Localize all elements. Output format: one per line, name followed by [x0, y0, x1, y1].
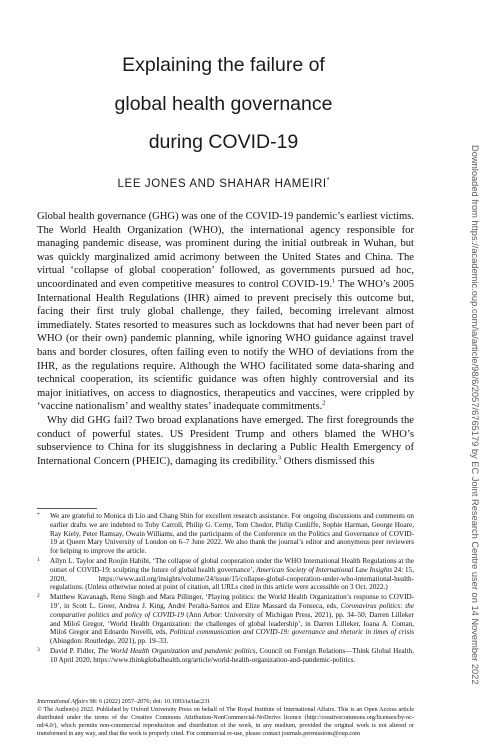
paragraph: Global health governance (GHG) was one of the COVID-19 pandemic’s earliest victims. The World Health Organization (WHO), the international agency responsible for managing pandemic disease, was prominent during the initial outbreak in Wuhan, but was quickly marginalized amid acrimony between the United States and China. The virtual ‘collapse of global cooperation’ followed, as governments pursued ad hoc, uncoordinated and even competitive measures to control COVID-19.$^1$ The WHO’s 2005 International Health Regulations (IHR) aimed to prevent precisely this outcome but, facing their first truly global challenge, they failed, becoming irrelevant almost immediately. States resorted to measures such as lockdowns that had never been part of WHO (or their own) pandemic planning, while ignoring WHO guidance against travel bans and border closures, often failing even to notify the WHO of deviations from the IHR, as the regulations require. Although the WHO facilitated some data-sharing and technical cooperation, its scientific guidance was often highly controversial and its major initiatives, on access to diagnostics, therapeutics and vaccines, were crippled by ‘vaccine nationalism’ and wealthy states’ inadequate commitments.$^2$ [37, 211, 415, 413]
footnote-text: Allyn L. Taylor and Roojin Habibi, ‘The collapse of global cooperation under the WHO International Health Regulations at the outset of COVID-19: sculpting the future of global health governance’, American Society of International Law Insights 24: 15, 2020, https://www.asil.org/insights/volume/24/issue/15/collapse-global-cooperation-under-who-international-health-regulations. (Unless otherwise noted at point of citation, all URLs cited in this article were accessible on 3 Oct. 2022.) [50, 556, 414, 592]
author-footnote-marker: * [326, 177, 330, 184]
footnote-marker: 1 [37, 556, 40, 563]
title-line-3: during COVID-19 [148, 131, 299, 153]
footnote [37, 557, 414, 592]
footnotes [37, 512, 414, 665]
footnote-marker: 3 [37, 646, 40, 653]
download-watermark-text: Downloaded from https://academic.oup.com/ia/article/98/6/2057/6765179 by EC Joint Research Centre user on 14 November 2022 [470, 145, 480, 685]
author-names: LEE JONES AND SHAHAR HAMEIRI [117, 177, 327, 190]
publication-info [37, 698, 414, 738]
journal-citation: International Affairs 98: 6 (2022) 2057–2076; doi: 10.1093/ia/iiac231 [37, 698, 211, 705]
footnote-marker: * [37, 512, 40, 518]
copyright-notice: © The Author(s) 2022. Published by Oxford University Press on behalf of The Royal Institute of International Affairs. This is an Open Access article distributed under the terms of the Creative Commons Attribution-NonCommercial-NoDerivs licence (http://creativecommons.org/licenses/by-nc-nd/4.0/), which permits non-commercial reproduction and distribution of the work, in any medium, provided the original work is not altered or transformed in any way, and that the work is properly cited. For commercial re-use, please contact journals.permissions@oup.com [37, 705, 414, 737]
footnote-text: Matthew Kavanagh, Renu Singh and Mara Pillinger, ‘Playing politics: the World Health Organization’s response to COVID-19’, in Scott L. Greer, Andrea J. King, André Peralta-Santos and Elize Massard da Fonseca, eds, Coronavirus politics: the comparative politics and policy of COVID-19 (Ann Arbor: University of Michigan Press, 2021), pp. 34–50; Darren Lilleker and Miloš Gregor, ‘World Health Organization: the challenges of global leadership’, in Darren Lilleker, Ioana A. Coman, Miloš Gregor and Edoardo Novelli, eds, Political communication and COVID-19: governance and rhetoric in times of crisis (Abingdon: Routledge, 2021), pp. 19–33. [50, 593, 414, 646]
title-line-1: Explaining the failure of [122, 54, 325, 76]
footnote [37, 647, 414, 665]
footnote-marker: 2 [37, 593, 40, 600]
title-line-2: global health governance [114, 93, 333, 115]
footnote-text: We are grateful to Monica di Lio and Chang Shin for excellent research assistance. For ongoing discussions and comments on earlier drafts we are indebted to Toby Carroll, Philip G. Cerny, Tom Chodor, Philip Cunliffe, Sophie Harman, George Hoare, Ray Kiely, Peter Ramsay, Owain Williams, and the participants of the Conference on the Politics and Governance of COVID-19 at Queen Mary University of London on 6–7 June 2022. We also thank the journal’s editor and anonymous peer reviewers for helping to improve the article. [50, 512, 414, 556]
article-body [37, 210, 414, 468]
footnote-rule [37, 508, 97, 509]
paragraph: Why did GHG fail? Two broad explanations have emerged. The first foregrounds the conduct of powerful states. US President Trump and others blamed the WHO’s subservience to China for its sluggishness in declaring a Public Health Emergency of International Concern (PHEIC), damaging its credibility.$^3$ Others dismissed this [37, 414, 414, 467]
authors [40, 177, 407, 190]
footnote-text: David P. Fidler, The World Health Organization and pandemic politics, Council on Foreign Relations—Think Global Health, 10 April 2020, https://www.thinkglobalhealth.org/article/world-health-organization-and-pandemic-politics. [50, 646, 414, 664]
footnote [37, 512, 414, 556]
footnote [37, 593, 414, 646]
download-watermark [467, 145, 481, 685]
